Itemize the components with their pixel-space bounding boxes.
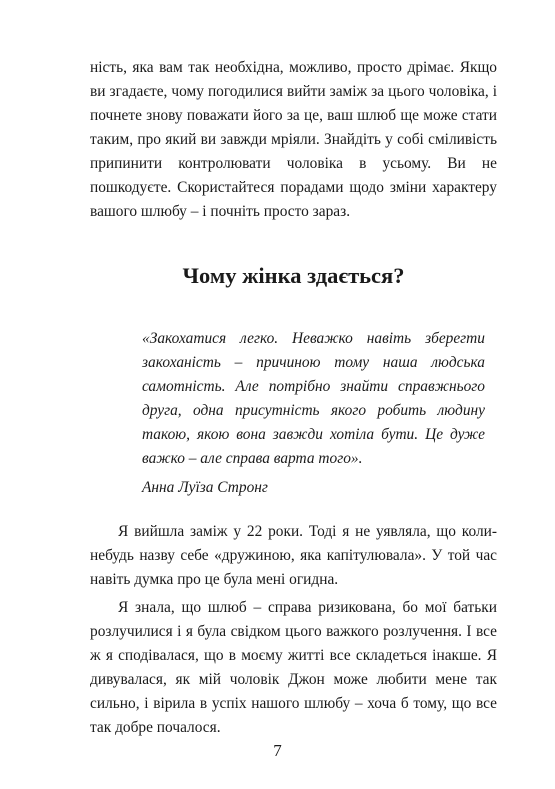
epigraph-quote: «Закохатися легко. Неважко навіть зберегти закоханість – причиною тому наша людська самотність. Але потрібно знайти справжнього друга, одна присутність якого робить людину такою, якою вона завжди хотіла бути. Це дуже важко – але справа варта того». <box>142 330 485 467</box>
page-number: 7 <box>273 741 282 760</box>
body-text-block <box>90 520 497 740</box>
body-paragraph-2: Я знала, що шлюб – справа ризикована, бо мої батьки розлучилися і я була свідком цього важкого розлучення. І все ж я сподівалася, що в моєму житті все складеться інакше. Я дивувалася, як мій чоловік Джон може любити мене так сильно, і вірила в успіх нашого шлюбу – хоча б тому, що все так добре почалося. <box>90 599 497 736</box>
chapter-heading: Чому жінка здається? <box>182 263 405 288</box>
continued-paragraph: ність, яка вам так необхідна, можливо, просто дрімає. Якщо ви згадаєте, чому погодилися вийти заміж за цього чоловіка, і почнете знову поважати його за це, ваш шлюб ще може стати таким, про який ви завжди мріяли. Знайдіть у собі сміливість припинити контролювати чоловіка в усьому. Ви не пошкодуєте. Скористайтеся порадами щодо зміни характеру вашого шлюбу – і почніть просто зараз. <box>90 59 497 220</box>
top-text-block <box>90 56 497 224</box>
epigraph-author: Анна Луїза Стронг <box>142 479 268 496</box>
body-paragraph-1: Я вийшла заміж у 22 роки. Тоді я не уявляла, що коли-небудь назву себе «дружиною, яка капітулювала». У той час навіть думка про це була мені огидна. <box>90 523 497 588</box>
